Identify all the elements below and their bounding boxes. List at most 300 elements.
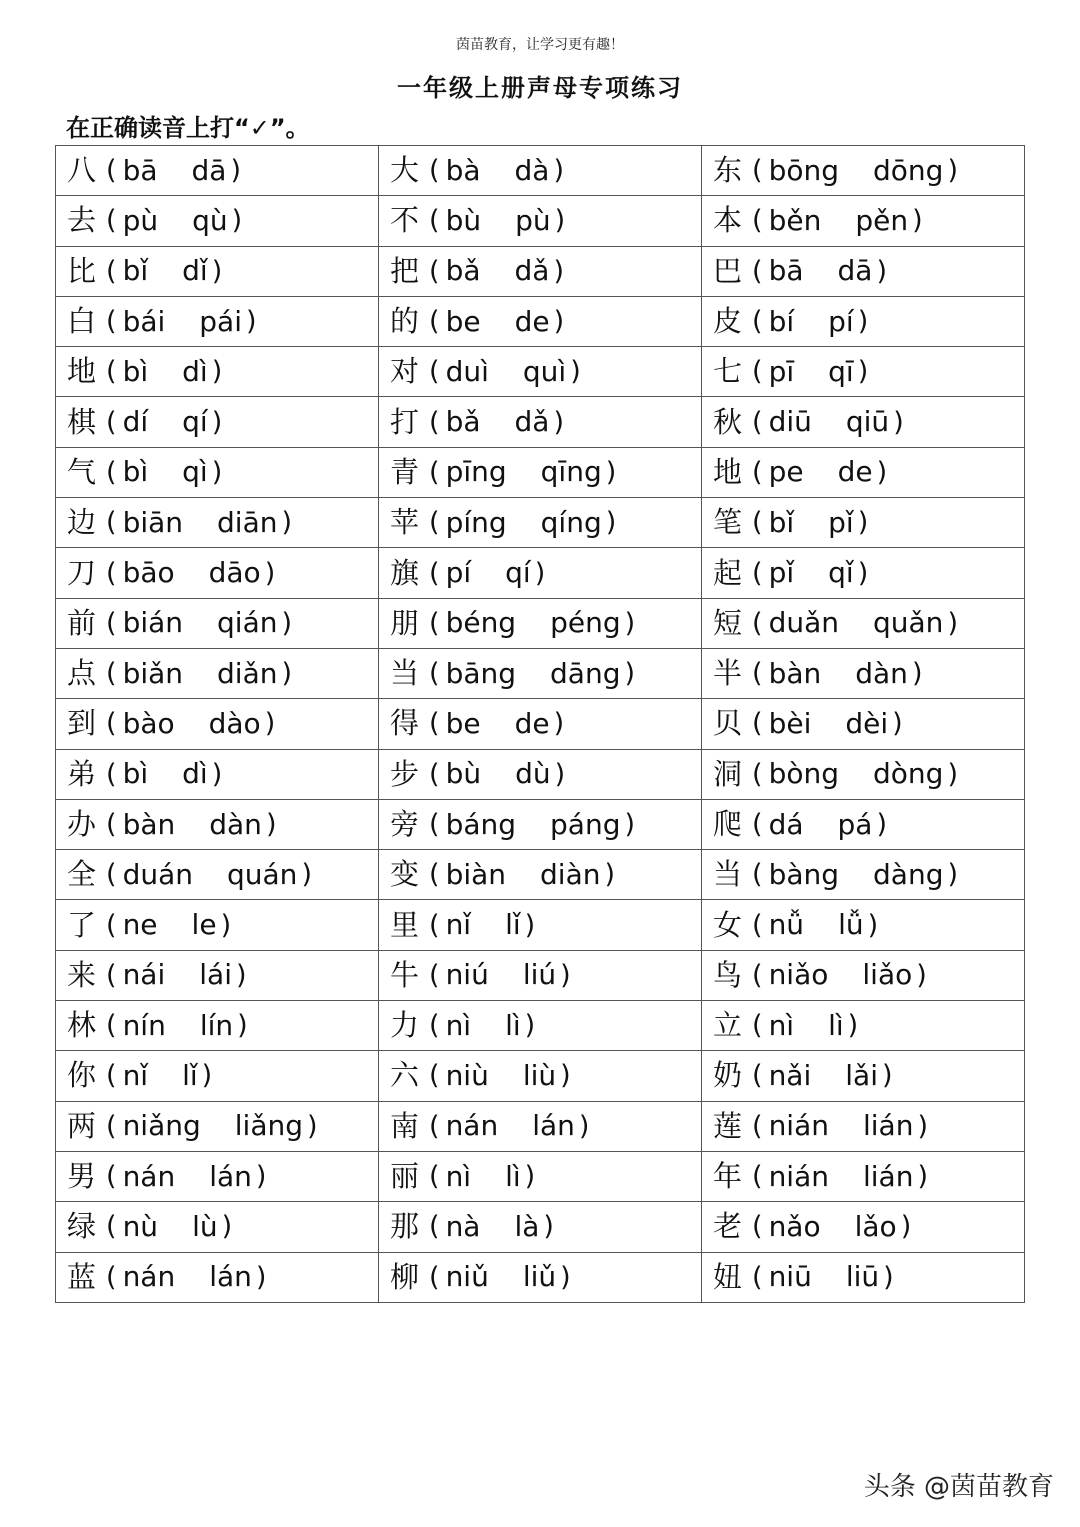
drill-cell (379, 1001, 702, 1051)
close-paren: ) (560, 1261, 571, 1293)
pinyin-option-2[interactable]: quán (227, 857, 298, 891)
hanzi-character: 苹 (390, 505, 420, 540)
hanzi-character: 当 (390, 656, 420, 691)
close-paren: ) (912, 205, 923, 237)
pinyin-option-2[interactable]: liǔ (522, 1260, 557, 1294)
pinyin-option-2[interactable]: qì (182, 455, 208, 489)
pinyin-option-1[interactable]: bí (768, 304, 795, 338)
close-paren: ) (578, 1110, 590, 1142)
drill-cell-content (390, 1058, 701, 1093)
drill-cell (379, 648, 702, 698)
drill-cell (702, 1151, 1025, 1201)
hanzi-character: 秋 (713, 404, 743, 439)
pinyin-option-1[interactable]: pīng (445, 455, 507, 489)
pinyin-option-2[interactable]: dǐ (182, 254, 208, 288)
hanzi-character: 笔 (713, 505, 743, 540)
pinyin-option-1[interactable]: pī (768, 354, 795, 388)
pinyin-option-2[interactable]: qíng (540, 505, 602, 539)
hanzi-character: 比 (67, 253, 97, 288)
close-paren: ) (916, 959, 927, 991)
pinyin-option-2[interactable]: lǐ (505, 908, 521, 942)
hanzi-character: 皮 (713, 304, 743, 339)
pinyin-option-1[interactable]: pí (445, 556, 472, 590)
pinyin-option-2[interactable]: dì (182, 354, 208, 388)
pinyin-option-2[interactable]: lǐ (182, 1058, 198, 1092)
drill-cell-content (67, 756, 378, 791)
close-paren: ) (524, 1010, 536, 1042)
pinyin-option-2[interactable]: lán (209, 1159, 252, 1193)
pinyin-option-2[interactable]: dàng (873, 857, 944, 891)
hanzi-character: 来 (67, 957, 97, 992)
pinyin-option-1[interactable]: niù (445, 1058, 489, 1092)
pinyin-option-2[interactable]: diǎn (217, 656, 278, 690)
hanzi-character: 林 (67, 1008, 97, 1043)
pinyin-option-2[interactable]: páng (550, 807, 621, 841)
open-paren: ( (106, 155, 117, 187)
pinyin-option-2[interactable]: qiū (845, 405, 890, 439)
drill-cell (702, 196, 1025, 246)
pinyin-option-2[interactable]: pǐ (828, 505, 854, 539)
pinyin-option-2[interactable]: lái (199, 958, 232, 992)
pinyin-option-1[interactable]: nǎi (768, 1058, 812, 1092)
open-paren: ( (429, 1010, 440, 1042)
table-row (56, 196, 1025, 246)
pinyin-option-1[interactable]: bā (122, 153, 158, 187)
pinyin-option-2[interactable]: lǎo (854, 1209, 897, 1243)
table-row (56, 1051, 1025, 1101)
close-paren: ) (543, 1211, 554, 1243)
close-paren: ) (876, 255, 887, 287)
hanzi-character: 力 (390, 1008, 420, 1043)
close-paren: ) (255, 1261, 267, 1293)
pinyin-option-2[interactable]: qián (217, 606, 278, 640)
pinyin-option-1[interactable]: bì (122, 455, 149, 489)
close-paren: ) (534, 557, 546, 589)
pinyin-option-2[interactable]: lán (209, 1260, 252, 1294)
pinyin-option-2[interactable]: de (837, 455, 873, 489)
drill-cell (379, 799, 702, 849)
close-paren: ) (211, 406, 223, 438)
drill-cell-content (390, 907, 701, 942)
pinyin-option-1[interactable]: bái (122, 304, 166, 338)
pinyin-option-2[interactable]: liǎo (862, 958, 913, 992)
drill-cell-content (713, 1058, 1024, 1093)
pinyin-option-1[interactable]: be (445, 304, 481, 338)
close-paren: ) (553, 155, 564, 187)
hanzi-character: 奶 (713, 1058, 743, 1093)
open-paren: ( (752, 1110, 763, 1142)
pinyin-option-1[interactable]: bòng (768, 757, 839, 791)
pinyin-option-1[interactable]: ne (122, 908, 158, 942)
pinyin-option-2[interactable]: dǎ (514, 254, 550, 288)
drill-cell (56, 246, 379, 296)
drill-cell (56, 196, 379, 246)
hanzi-character: 对 (390, 354, 420, 389)
pinyin-option-1[interactable]: niū (768, 1260, 812, 1294)
instruction-text: 在正确读音上打“✓”。 (66, 114, 310, 142)
pinyin-option-2[interactable]: qīng (540, 455, 602, 489)
open-paren: ( (752, 809, 763, 840)
pinyin-option-2[interactable]: dào (208, 706, 261, 740)
hanzi-character: 前 (67, 605, 97, 640)
close-paren: ) (553, 708, 565, 740)
drill-cell (702, 950, 1025, 1000)
pinyin-option-1[interactable]: niǎo (768, 958, 829, 992)
open-paren: ( (752, 1261, 763, 1293)
hanzi-character: 短 (713, 605, 743, 640)
pinyin-option-1[interactable]: béng (445, 606, 517, 640)
drill-cell (379, 146, 702, 196)
pinyin-option-2[interactable]: qí (505, 556, 531, 590)
pinyin-option-1[interactable]: bì (122, 757, 149, 791)
table-row (56, 799, 1025, 849)
close-paren: ) (900, 1211, 912, 1243)
pinyin-option-2[interactable]: diān (217, 505, 278, 539)
drill-cell (56, 749, 379, 799)
pinyin-option-1[interactable]: nín (122, 1008, 166, 1042)
drill-cell (702, 1252, 1025, 1302)
hanzi-character: 地 (67, 354, 97, 389)
drill-cell-content (67, 354, 378, 389)
pinyin-option-2[interactable]: dāng (550, 656, 621, 690)
drill-cell-content (713, 555, 1024, 590)
pinyin-option-2[interactable]: dù (515, 757, 551, 791)
open-paren: ( (752, 708, 763, 740)
pinyin-option-2[interactable]: dā (837, 254, 873, 288)
hanzi-character: 全 (67, 857, 97, 892)
pinyin-option-2[interactable]: dōng (873, 153, 944, 187)
open-paren: ( (429, 205, 440, 237)
open-paren: ( (106, 859, 117, 891)
close-paren: ) (917, 1161, 929, 1193)
table-row (56, 699, 1025, 749)
drill-cell-content (713, 505, 1024, 540)
drill-cell (702, 1001, 1025, 1051)
pinyin-option-1[interactable]: bàn (122, 807, 176, 841)
pinyin-option-1[interactable]: nǎo (768, 1209, 821, 1243)
pinyin-option-2[interactable]: pái (199, 304, 242, 338)
drill-cell (379, 1252, 702, 1302)
pinyin-option-1[interactable]: dá (768, 807, 804, 841)
pinyin-option-2[interactable]: dā (191, 153, 227, 187)
open-paren: ( (752, 406, 763, 438)
drill-cell-content (67, 1209, 378, 1244)
drill-cell (702, 1051, 1025, 1101)
drill-cell-content (67, 1108, 378, 1143)
drill-cell-content (67, 807, 378, 841)
hanzi-character: 东 (713, 153, 743, 188)
open-paren: ( (752, 909, 763, 941)
pinyin-option-1[interactable]: duì (445, 354, 489, 388)
open-paren: ( (752, 758, 763, 790)
pinyin-option-2[interactable]: liū (845, 1260, 880, 1294)
hanzi-character: 立 (713, 1008, 743, 1043)
close-paren: ) (281, 658, 293, 690)
pinyin-option-2[interactable]: liù (522, 1058, 557, 1092)
pinyin-option-1[interactable]: biàn (445, 857, 507, 891)
drill-cell-content (390, 555, 701, 590)
pinyin-option-1[interactable]: nán (445, 1109, 499, 1143)
hanzi-character: 去 (67, 203, 97, 238)
pinyin-option-2[interactable]: dì (182, 757, 208, 791)
close-paren: ) (911, 658, 923, 690)
pinyin-option-1[interactable]: bā (768, 254, 804, 288)
pinyin-option-2[interactable]: dǎ (514, 405, 550, 439)
drill-cell (379, 246, 702, 296)
pinyin-option-1[interactable]: bǎ (445, 254, 481, 288)
pinyin-option-1[interactable]: pǐ (768, 556, 795, 590)
pinyin-option-2[interactable]: quì (522, 354, 567, 388)
open-paren: ( (429, 859, 440, 891)
hanzi-character: 本 (713, 203, 743, 238)
pinyin-option-2[interactable]: le (191, 908, 217, 942)
hanzi-character: 旗 (390, 555, 420, 590)
pinyin-option-2[interactable]: pá (837, 807, 873, 841)
open-paren: ( (429, 155, 440, 187)
pinyin-option-2[interactable]: dèi (845, 706, 889, 740)
pinyin-option-1[interactable]: nián (768, 1159, 829, 1193)
pinyin-option-1[interactable]: duán (122, 857, 193, 891)
pinyin-option-1[interactable]: bù (445, 203, 482, 237)
drill-cell (56, 950, 379, 1000)
pinyin-option-2[interactable]: qù (192, 203, 228, 237)
hanzi-character: 弟 (67, 756, 97, 791)
pinyin-option-2[interactable]: lín (199, 1008, 234, 1042)
pinyin-option-1[interactable]: nì (445, 1008, 472, 1042)
open-paren: ( (752, 456, 763, 488)
hanzi-character: 刀 (67, 555, 97, 590)
drill-cell-content (67, 857, 378, 892)
hanzi-character: 你 (67, 1058, 97, 1093)
pinyin-option-1[interactable]: bèi (768, 706, 812, 740)
pinyin-option-1[interactable]: bàn (768, 656, 822, 690)
close-paren: ) (221, 1211, 233, 1243)
close-paren: ) (211, 456, 223, 488)
open-paren: ( (429, 1161, 440, 1193)
close-paren: ) (211, 255, 223, 287)
close-paren: ) (624, 658, 636, 690)
pinyin-option-2[interactable]: de (514, 304, 550, 338)
hanzi-character: 六 (390, 1058, 420, 1093)
close-paren: ) (281, 507, 293, 539)
hanzi-character: 不 (390, 203, 420, 238)
pinyin-option-2[interactable]: là (514, 1209, 540, 1243)
pinyin-option-1[interactable]: nù (122, 1209, 159, 1243)
open-paren: ( (752, 155, 763, 187)
pinyin-option-1[interactable]: bǐ (122, 254, 149, 288)
drill-cell (379, 1051, 702, 1101)
pinyin-option-2[interactable]: lù (192, 1209, 218, 1243)
pinyin-option-2[interactable]: dà (514, 153, 550, 187)
drill-cell-content (713, 706, 1024, 741)
pinyin-option-1[interactable]: nái (122, 958, 166, 992)
drill-cell (702, 598, 1025, 648)
pinyin-option-1[interactable]: báng (445, 807, 517, 841)
pinyin-option-1[interactable]: biān (122, 505, 184, 539)
close-paren: ) (947, 859, 959, 891)
pinyin-option-1[interactable]: bǐ (768, 505, 795, 539)
close-paren: ) (307, 1110, 318, 1142)
pinyin-option-1[interactable]: bián (122, 606, 184, 640)
pinyin-option-2[interactable]: dàn (209, 807, 262, 841)
pinyin-option-1[interactable]: nán (122, 1159, 176, 1193)
drill-cell (379, 598, 702, 648)
hanzi-character: 点 (67, 656, 97, 691)
pinyin-option-1[interactable]: biǎn (122, 656, 184, 690)
pinyin-option-1[interactable]: diū (768, 405, 812, 439)
pinyin-drill-table (55, 145, 1025, 1303)
drill-cell (56, 598, 379, 648)
page-title: 一年级上册声母专项练习 (397, 74, 683, 102)
drill-cell-content (390, 756, 701, 791)
pinyin-option-1[interactable]: niú (445, 958, 489, 992)
drill-cell-content (713, 1008, 1024, 1043)
pinyin-option-1[interactable]: nà (445, 1209, 481, 1243)
hanzi-character: 鸟 (713, 957, 743, 992)
close-paren: ) (281, 607, 293, 639)
drill-cell (56, 900, 379, 950)
open-paren: ( (429, 959, 440, 991)
drill-cell (702, 850, 1025, 900)
pinyin-option-1[interactable]: nǚ (768, 908, 805, 942)
pinyin-option-1[interactable]: bàng (768, 857, 840, 891)
drill-cell-content (390, 354, 701, 389)
close-paren: ) (560, 959, 571, 991)
open-paren: ( (752, 658, 763, 690)
pinyin-option-1[interactable]: bāo (122, 556, 175, 590)
drill-cell-content (713, 957, 1024, 992)
hanzi-character: 八 (67, 153, 97, 188)
drill-cell-content (713, 1159, 1024, 1194)
pinyin-option-1[interactable]: nán (122, 1260, 176, 1294)
pinyin-option-2[interactable]: lán (532, 1109, 575, 1143)
pinyin-option-2[interactable]: péng (550, 606, 621, 640)
pinyin-option-2[interactable]: lì (505, 1159, 521, 1193)
drill-cell-content (67, 1259, 378, 1294)
pinyin-option-1[interactable]: bù (445, 757, 482, 791)
hanzi-character: 莲 (713, 1108, 743, 1143)
drill-cell-content (713, 807, 1024, 841)
pinyin-option-1[interactable]: dí (122, 405, 149, 439)
table-row (56, 246, 1025, 296)
drill-cell (56, 699, 379, 749)
drill-cell-content (390, 454, 701, 489)
pinyin-option-2[interactable]: liú (522, 958, 557, 992)
pinyin-option-2[interactable]: qǐ (828, 556, 854, 590)
open-paren: ( (429, 1060, 440, 1092)
hanzi-character: 两 (67, 1108, 97, 1143)
pinyin-option-2[interactable]: pù (515, 203, 551, 237)
drill-cell (56, 1151, 379, 1201)
hanzi-character: 贝 (713, 706, 743, 741)
close-paren: ) (553, 306, 565, 338)
drill-cell (56, 347, 379, 397)
pinyin-option-1[interactable]: běn (768, 203, 822, 237)
pinyin-option-1[interactable]: nǐ (122, 1058, 149, 1092)
pinyin-option-2[interactable]: lì (505, 1008, 521, 1042)
hanzi-character: 的 (390, 304, 420, 339)
pinyin-option-2[interactable]: pěn (855, 203, 909, 237)
pinyin-option-2[interactable]: diàn (540, 857, 601, 891)
drill-cell-content (67, 1159, 378, 1194)
drill-cell (56, 447, 379, 497)
open-paren: ( (106, 1161, 117, 1193)
pinyin-option-1[interactable]: bǎ (445, 405, 481, 439)
close-paren: ) (876, 809, 887, 840)
pinyin-option-2[interactable]: quǎn (873, 606, 944, 640)
open-paren: ( (429, 255, 440, 287)
drill-cell (702, 699, 1025, 749)
drill-cell-content (67, 505, 378, 540)
open-paren: ( (106, 507, 117, 539)
open-paren: ( (106, 1010, 117, 1042)
drill-cell (702, 799, 1025, 849)
pinyin-option-2[interactable]: qí (182, 405, 208, 439)
table-row (56, 1101, 1025, 1151)
pinyin-option-1[interactable]: bào (122, 706, 175, 740)
pinyin-option-2[interactable]: lián (863, 1109, 914, 1143)
close-paren: ) (570, 356, 581, 388)
pinyin-option-1[interactable]: be (445, 706, 481, 740)
pinyin-option-2[interactable]: de (514, 706, 550, 740)
pinyin-option-1[interactable]: nǐ (445, 908, 472, 942)
drill-cell (379, 447, 702, 497)
pinyin-option-1[interactable]: bāng (445, 656, 517, 690)
drill-cell-content (390, 857, 701, 892)
pinyin-option-1[interactable]: niǎng (122, 1109, 201, 1143)
close-paren: ) (857, 356, 869, 388)
close-paren: ) (524, 909, 536, 941)
pinyin-option-2[interactable]: pí (828, 304, 854, 338)
pinyin-option-2[interactable]: dàn (855, 656, 908, 690)
drill-cell (379, 749, 702, 799)
hanzi-character: 当 (713, 857, 743, 892)
drill-cell-content (67, 957, 378, 992)
close-paren: ) (237, 1010, 248, 1042)
drill-cell (702, 648, 1025, 698)
hanzi-character: 南 (390, 1108, 420, 1143)
pinyin-option-2[interactable]: lǚ (838, 908, 864, 942)
pinyin-option-1[interactable]: bì (122, 354, 149, 388)
pinyin-option-2[interactable]: qī (828, 354, 854, 388)
pinyin-option-1[interactable]: niǔ (445, 1260, 489, 1294)
pinyin-option-2[interactable]: lǎi (845, 1058, 878, 1092)
watermark: 头条 @茵苗教育 (863, 1472, 1054, 1502)
pinyin-option-1[interactable]: pù (122, 203, 159, 237)
pinyin-option-1[interactable]: nián (768, 1109, 829, 1143)
pinyin-option-2[interactable]: lián (863, 1159, 914, 1193)
pinyin-option-1[interactable]: pe (768, 455, 804, 489)
pinyin-option-1[interactable]: duǎn (768, 606, 839, 640)
drill-cell (379, 1202, 702, 1252)
drill-cell-content (67, 656, 378, 691)
drill-cell-content (390, 605, 701, 640)
close-paren: ) (301, 859, 312, 891)
pinyin-option-1[interactable]: nì (768, 1008, 795, 1042)
pinyin-option-2[interactable]: dāo (208, 556, 261, 590)
pinyin-option-1[interactable]: nì (445, 1159, 472, 1193)
pinyin-option-2[interactable]: lì (828, 1008, 844, 1042)
close-paren: ) (881, 1060, 893, 1092)
drill-cell-content (67, 605, 378, 640)
drill-cell-content (713, 1259, 1024, 1294)
pinyin-option-2[interactable]: dòng (873, 757, 944, 791)
drill-cell-content (390, 203, 701, 238)
pinyin-option-2[interactable]: liǎng (234, 1109, 304, 1143)
pinyin-option-1[interactable]: bōng (768, 153, 839, 187)
pinyin-option-1[interactable]: píng (445, 505, 507, 539)
pinyin-option-1[interactable]: bà (445, 153, 481, 187)
